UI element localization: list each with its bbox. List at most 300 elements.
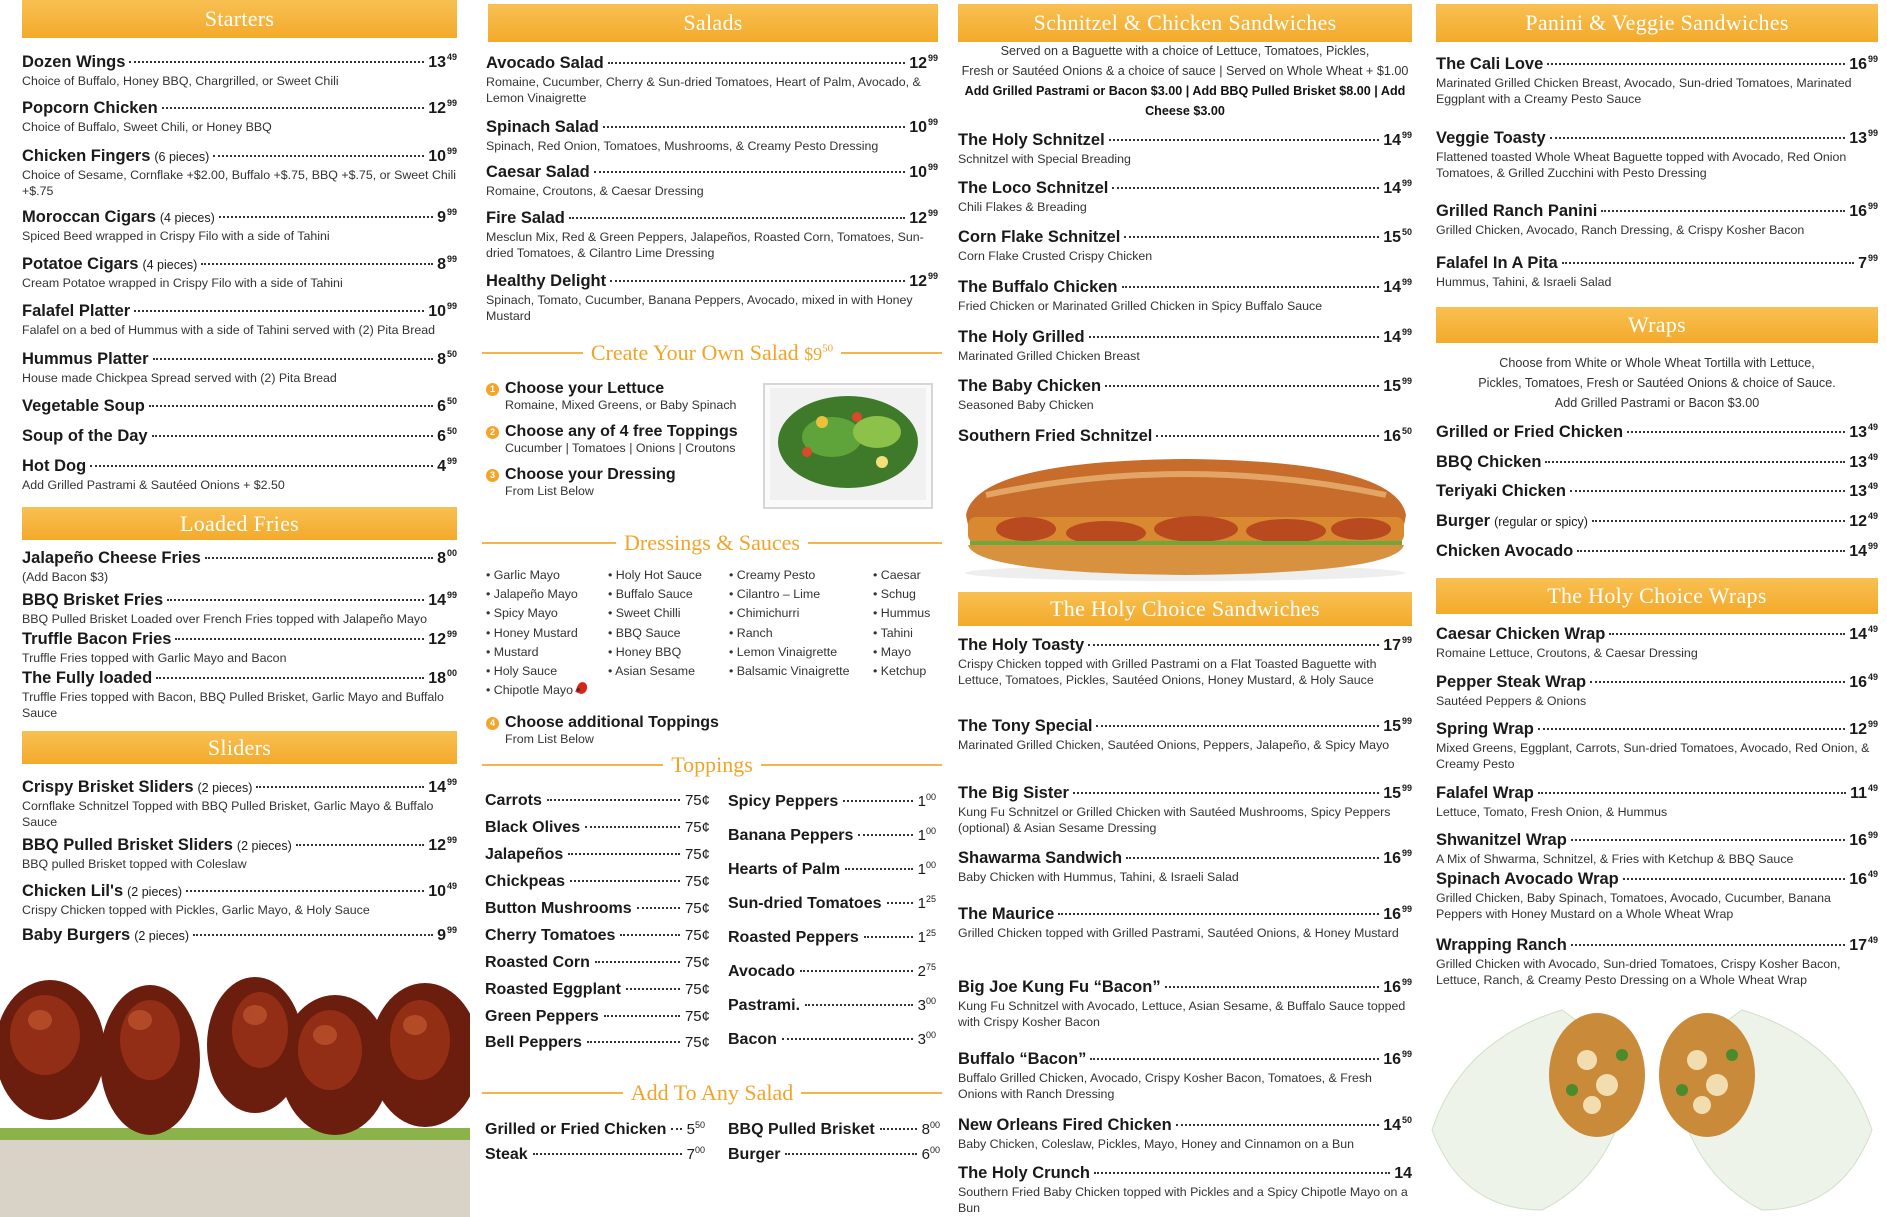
price-value: 75¢ (684, 819, 710, 836)
leader-dots (1623, 878, 1845, 880)
menu-item-price (428, 301, 457, 321)
price-cents: 00 (929, 1145, 940, 1155)
price-dollars: 13 (1849, 130, 1867, 147)
price-cents: 49 (1867, 624, 1878, 634)
menu-item-price (437, 207, 457, 227)
add-salad-price (687, 1145, 705, 1163)
add-salad-price (687, 1120, 705, 1138)
step-title: Choose additional Toppings (505, 714, 719, 731)
topping-row (728, 826, 936, 845)
menu-item-price (1849, 481, 1878, 501)
menu-item (22, 548, 457, 585)
menu-item (1436, 541, 1878, 561)
menu-item-row (1436, 541, 1878, 561)
menu-item-row (1436, 869, 1878, 889)
menu-item-price (1849, 54, 1878, 74)
price-dollars: 8 (437, 550, 446, 567)
topping-price (918, 996, 936, 1014)
price-value: 75¢ (684, 981, 710, 998)
topping-name: Banana Peppers (728, 827, 854, 844)
menu-item-name: The Holy Crunch (958, 1164, 1091, 1182)
leader-dots (671, 1128, 681, 1130)
menu-item-description: Fried Chicken or Marinated Grilled Chicken in Spicy Buffalo Sauce (958, 299, 1323, 313)
price-dollars: 16 (1849, 832, 1867, 849)
schnitzel-banner: Schnitzel & Chicken Sandwiches (958, 4, 1412, 42)
price-cents: 49 (1867, 783, 1878, 793)
leader-dots (1094, 1172, 1390, 1174)
menu-item (486, 271, 938, 324)
price-cents: 99 (446, 98, 457, 108)
topping-row (728, 962, 936, 981)
menu-item-row (1436, 935, 1878, 955)
price-cents: 99 (927, 117, 938, 127)
menu-item (1436, 54, 1878, 107)
price-dollars: 8 (437, 351, 446, 368)
price-value: 75¢ (684, 792, 710, 809)
price-cents: 99 (446, 590, 457, 600)
menu-item-name: Grilled Ranch Panini (1436, 202, 1598, 220)
step-text (505, 466, 676, 498)
sliders-banner: Sliders (22, 731, 457, 764)
menu-item-name: The Cali Love (1436, 55, 1544, 73)
price-dollars: 6 (437, 398, 446, 415)
topping-row (485, 873, 710, 891)
menu-item (958, 848, 1412, 885)
topping-name: Bell Peppers (485, 1034, 582, 1051)
price-dollars: 14 (428, 779, 446, 796)
menu-item-price (1849, 624, 1878, 644)
menu-item-description: Add Grilled Pastrami & Sautéed Onions + $2.50 (22, 478, 285, 492)
menu-item (1436, 719, 1878, 772)
dressing-item: • Ketchup (873, 662, 943, 681)
price-cents: 99 (446, 925, 457, 935)
dressing-item: • Jalapeño Mayo (486, 585, 608, 604)
menu-item-row (1436, 672, 1878, 692)
price-value: 3 (917, 997, 926, 1014)
price-cents: 50 (446, 396, 457, 406)
menu-item-row (22, 777, 457, 797)
topping-name: Roasted Eggplant (485, 981, 622, 998)
dressing-item: • Buffalo Sauce (608, 585, 729, 604)
menu-item-name: The Holy Grilled (958, 328, 1085, 346)
add-salad-price (922, 1120, 940, 1138)
menu-item-name: Falafel Wrap (1436, 784, 1534, 802)
price-cents: 99 (446, 777, 457, 787)
menu-item-price (1383, 227, 1412, 247)
leader-dots (637, 907, 680, 909)
menu-item-price (1383, 277, 1412, 297)
menu-item-description: Spinach, Red Onion, Tomatoes, Mushrooms, & Creamy Pesto Dressing (486, 139, 879, 153)
menu-item (22, 881, 457, 918)
price-cents: 99 (1867, 128, 1878, 138)
price-cents: 99 (1401, 783, 1412, 793)
menu-item-name: Chicken Lil's (22, 882, 124, 900)
chili-pepper-icon (575, 681, 589, 696)
dressing-item: • Caesar (873, 566, 943, 585)
add-salad-row (728, 1145, 940, 1164)
menu-item-description: Romaine, Croutons, & Caesar Dressing (486, 184, 704, 198)
topping-price (685, 792, 710, 809)
menu-item-description: A Mix of Shwarma, Schnitzel, & Fries with Ketchup & BBQ Sauce (1436, 852, 1794, 866)
price-cents: 50 (446, 349, 457, 359)
holy-wraps-banner: The Holy Choice Wraps (1436, 578, 1878, 614)
menu-item-price (1383, 178, 1412, 198)
menu-item-name: Truffle Bacon Fries (22, 630, 172, 648)
topping-price (918, 826, 936, 844)
menu-item (22, 426, 457, 446)
topping-price (918, 962, 936, 980)
topping-row (728, 928, 936, 947)
menu-item-description: Southern Fried Baby Chicken topped with Pickles and a Spicy Chipotle Mayo on a Bun (958, 1185, 1408, 1215)
price-dollars: 13 (1849, 424, 1867, 441)
menu-item-name: Moroccan Cigars (22, 208, 156, 226)
menu-item-name: The Fully loaded (22, 669, 153, 687)
topping-name: Black Olives (485, 819, 581, 836)
menu-item-row (22, 396, 457, 416)
menu-item-name: BBQ Chicken (1436, 453, 1542, 471)
add-salad-row (728, 1120, 940, 1139)
add-salad-name: Grilled or Fried Chicken (485, 1121, 667, 1138)
leader-dots (296, 844, 424, 846)
menu-item-description: Crispy Chicken topped with Pickles, Garlic Mayo, & Holy Sauce (22, 903, 370, 917)
menu-item-row (958, 227, 1412, 247)
price-dollars: 12 (428, 837, 446, 854)
price-cents: 99 (1401, 327, 1412, 337)
dressings-grid (486, 566, 943, 700)
leader-dots (805, 1004, 913, 1006)
dressing-item: • Sweet Chilli (608, 604, 729, 623)
price-dollars: 12 (1849, 513, 1867, 530)
sandwich-photo (956, 455, 1414, 583)
menu-item-name: Healthy Delight (486, 272, 607, 290)
topping-name: Green Peppers (485, 1008, 599, 1025)
column-panini-wraps (1418, 0, 1887, 1217)
menu-item-price (1394, 1165, 1412, 1183)
topping-name: Chickpeas (485, 873, 566, 890)
menu-item-description: Lettuce, Tomato, Fresh Onion, & Hummus (1436, 805, 1668, 819)
price-dollars: 16 (1849, 871, 1867, 888)
menu-item-row (958, 635, 1412, 655)
price-dollars: 15 (1383, 785, 1401, 802)
topping-name: Cherry Tomatoes (485, 927, 616, 944)
leader-dots (167, 599, 424, 601)
leader-dots (604, 1015, 680, 1017)
menu-item (958, 327, 1412, 364)
menu-item-name: Crispy Brisket Sliders (22, 778, 194, 796)
menu-item-price (1849, 719, 1878, 739)
price-dollars: 10 (909, 119, 927, 136)
leader-dots (1571, 944, 1845, 946)
menu-item (958, 277, 1412, 314)
menu-item-description: Seasoned Baby Chicken (958, 398, 1094, 412)
menu-item-row (486, 162, 938, 182)
menu-item (22, 629, 457, 666)
leader-dots (1609, 633, 1845, 635)
menu-item-description: Baby Chicken, Coleslaw, Pickles, Mayo, Honey and Cinnamon on a Bun (958, 1137, 1355, 1151)
price-cents: 99 (1867, 253, 1878, 263)
menu-item-name: Spinach Salad (486, 118, 599, 136)
dressing-item: • Ranch (729, 624, 873, 643)
menu-item-description: Mixed Greens, Eggplant, Carrots, Sun-dried Tomatoes, Avocado, Red Onion, & Creamy Pesto (1436, 741, 1870, 771)
step-description: From List Below (505, 732, 594, 746)
price-cents: 49 (446, 881, 457, 891)
price-value: 75¢ (684, 1034, 710, 1051)
dressing-item: • Chimichurri (729, 604, 873, 623)
leader-dots (175, 638, 424, 640)
menu-item-name: The Buffalo Chicken (958, 278, 1118, 296)
menu-item-price (428, 52, 457, 72)
menu-item (22, 925, 457, 945)
toppings-title: Toppings (482, 752, 942, 778)
price-cents: 99 (1401, 977, 1412, 987)
price-dollars: 14 (1383, 279, 1401, 296)
price-cents: 49 (1867, 481, 1878, 491)
menu-item-description: Hummus, Tahini, & Israeli Salad (1436, 275, 1612, 289)
price-dollars: 9 (437, 927, 446, 944)
menu-item (958, 130, 1412, 167)
price-cents: 50 (1401, 227, 1412, 237)
create-salad-step (486, 714, 719, 746)
price-dollars: 5 (686, 1121, 695, 1138)
menu-item-price (437, 925, 457, 945)
menu-item-name: Shawarma Sandwich (958, 849, 1123, 867)
menu-item-row (958, 716, 1412, 736)
leader-dots (201, 263, 433, 265)
price-cents: 99 (446, 207, 457, 217)
menu-item (958, 426, 1412, 446)
leader-dots (864, 936, 913, 938)
menu-item (22, 349, 457, 386)
topping-row (485, 954, 710, 972)
price-cents: 99 (446, 301, 457, 311)
topping-row (485, 792, 710, 810)
leader-dots (1562, 262, 1854, 264)
price-cents: 49 (1867, 869, 1878, 879)
menu-item-row (958, 178, 1412, 198)
leader-dots (1592, 520, 1845, 522)
panini-banner: Panini & Veggie Sandwiches (1436, 4, 1878, 42)
create-salad-step (486, 423, 738, 455)
price-dollars: 15 (1383, 229, 1401, 246)
add-salad-row (485, 1145, 705, 1164)
topping-price (918, 860, 936, 878)
price-cents: 49 (446, 52, 457, 62)
topping-name: Button Mushrooms (485, 900, 632, 917)
price-dollars: 17 (1849, 937, 1867, 954)
price-cents: 00 (446, 548, 457, 558)
leader-dots (1577, 550, 1845, 552)
leader-dots (1090, 1058, 1379, 1060)
menu-item-price (1383, 426, 1412, 446)
menu-item-name: The Holy Toasty (958, 636, 1085, 654)
menu-item-name: Wrapping Ranch (1436, 936, 1567, 954)
menu-item-row (958, 904, 1412, 924)
menu-item-name: The Baby Chicken (958, 377, 1102, 395)
menu-item-description: Choice of Sesame, Cornflake +$2.00, Buffalo +$.75, BBQ +$.75, or Sweet Chili +$.75 (22, 168, 457, 198)
menu-item-description: Marinated Grilled Chicken Breast (958, 349, 1140, 363)
dressing-item: • Mustard (486, 643, 608, 662)
menu-item-row (22, 629, 457, 649)
topping-price (918, 792, 936, 810)
topping-name: Hearts of Palm (728, 861, 841, 878)
menu-item-description: Corn Flake Crusted Crispy Chicken (958, 249, 1153, 263)
menu-item-price (1383, 716, 1412, 736)
price-value: 1 (917, 793, 926, 810)
price-cents: 99 (1401, 1049, 1412, 1059)
menu-item-price (1858, 253, 1878, 273)
menu-item-quantity: (2 pieces) (236, 839, 292, 853)
menu-item-price (1849, 869, 1878, 889)
menu-item-price (437, 548, 457, 568)
step-text (505, 423, 738, 455)
menu-item (1436, 830, 1878, 867)
menu-item-name: BBQ Brisket Fries (22, 591, 164, 609)
price-value: 75¢ (684, 873, 710, 890)
menu-item (22, 52, 457, 89)
menu-item (22, 254, 457, 291)
menu-item-price (437, 456, 457, 476)
price-dollars: 14 (1849, 626, 1867, 643)
price-cents: 00 (925, 826, 936, 836)
price-cents: 00 (446, 668, 457, 678)
menu-item-row (22, 254, 457, 274)
price-dollars: 12 (909, 55, 927, 72)
price-cents: 99 (927, 271, 938, 281)
chicken-wings-photo (0, 950, 470, 1217)
price-dollars: 7 (1858, 255, 1867, 272)
menu-item-row (1436, 783, 1878, 803)
menu-item-price (1849, 672, 1878, 692)
menu-item-name: Fire Salad (486, 209, 565, 227)
menu-item (958, 635, 1412, 688)
menu-item-price (1383, 904, 1412, 924)
price-dollars: 6 (921, 1146, 930, 1163)
price-cents: 99 (1401, 130, 1412, 140)
menu-item-description: Grilled Chicken with Avocado, Sun-dried Tomatoes, Crispy Kosher Bacon, Lettuce, Ranch, & Creamy Pesto Dressing on a Whole Wheat Wrap (1436, 957, 1841, 987)
menu-item-row (22, 835, 457, 855)
menu-item-description: Sautéed Peppers & Onions (1436, 694, 1587, 708)
menu-item-quantity: (4 pieces) (159, 211, 215, 225)
step-description: Cucumber | Tomatoes | Onions | Croutons (505, 441, 736, 455)
topping-name: Carrots (485, 792, 542, 809)
leader-dots (845, 868, 913, 870)
menu-item (1436, 201, 1878, 238)
menu-item-name: Spring Wrap (1436, 720, 1534, 738)
menu-item (958, 178, 1412, 215)
menu-item-row (958, 1049, 1412, 1069)
menu-item (1436, 869, 1878, 922)
menu-item-name: Potatoe Cigars (22, 255, 139, 273)
price-dollars: 4 (437, 458, 446, 475)
column-schnitzel (948, 0, 1418, 1217)
price-value: 3 (917, 1031, 926, 1048)
price-cents: 50 (1401, 1115, 1412, 1125)
menu-item-name: The Big Sister (958, 784, 1069, 802)
topping-row (728, 996, 936, 1015)
price-dollars: 14 (1383, 1117, 1401, 1134)
price-cents: 99 (1401, 178, 1412, 188)
leader-dots (1126, 857, 1379, 859)
topping-name: Jalapeños (485, 846, 564, 863)
step-title: Choose your Lettuce (505, 380, 665, 397)
dressing-item: • Chipotle Mayo• (486, 681, 608, 700)
menu-item-price (1383, 977, 1412, 997)
topping-price (685, 819, 710, 836)
leader-dots (1105, 385, 1379, 387)
dressing-item: • Mayo (873, 643, 943, 662)
step-number-icon: 4 (486, 717, 499, 730)
menu-item-name: Baby Burgers (22, 926, 131, 944)
menu-item (22, 301, 457, 338)
price-dollars: 16 (1849, 56, 1867, 73)
add-salad-row (485, 1120, 705, 1139)
price-dollars: 14 (1849, 543, 1867, 560)
menu-item-price (428, 881, 457, 901)
menu-item-price (1383, 783, 1412, 803)
price-cents: 00 (925, 1030, 936, 1040)
leader-dots (1096, 725, 1379, 727)
menu-item-name: Grilled or Fried Chicken (1436, 423, 1624, 441)
price-cents: 99 (1401, 904, 1412, 914)
price-value: 75¢ (684, 927, 710, 944)
leader-dots (156, 677, 424, 679)
step-text (505, 380, 736, 412)
menu-item-row (958, 1115, 1412, 1135)
menu-item-description: Truffle Fries topped with Bacon, BBQ Pulled Brisket, Garlic Mayo and Buffalo Sauce (22, 690, 444, 720)
price-value: 75¢ (684, 846, 710, 863)
menu-item (958, 376, 1412, 413)
menu-item-description: Romaine Lettuce, Croutons, & Caesar Dressing (1436, 646, 1698, 660)
price-cents: 99 (446, 629, 457, 639)
topping-price (685, 900, 710, 917)
menu-item-description: Grilled Chicken, Baby Spinach, Tomatoes, Avocado, Cucumber, Banana Peppers with Honey Mustard on a Whole Wheat Wrap (1436, 891, 1831, 921)
topping-row (728, 1030, 936, 1049)
menu-item-price (1849, 422, 1878, 442)
holy-sandwiches-banner: The Holy Choice Sandwiches (958, 592, 1412, 626)
leader-dots (149, 405, 433, 407)
menu-item-description: Spinach, Tomato, Cucumber, Banana Peppers, Avocado, mixed in with Honey Mustard (486, 293, 913, 323)
menu-item-description: Buffalo Grilled Chicken, Avocado, Crispy Kosher Bacon, Tomatoes, & Fresh Onions with Ranch Dressing (958, 1071, 1372, 1101)
leader-dots (782, 1038, 913, 1040)
topping-name: Roasted Corn (485, 954, 590, 971)
menu-item-price (1849, 830, 1878, 850)
menu-item-row (22, 146, 457, 166)
menu-item-row (958, 1164, 1412, 1183)
menu-item-row (958, 277, 1412, 297)
leader-dots (569, 217, 905, 219)
price-cents: 99 (927, 208, 938, 218)
menu-item-price (437, 396, 457, 416)
leader-dots (1088, 644, 1379, 646)
menu-item-name: Chicken Avocado (1436, 542, 1574, 560)
starters-banner: Starters (22, 0, 457, 38)
menu-item-name: Caesar Salad (486, 163, 590, 181)
menu-item-row (22, 98, 457, 118)
leader-dots (1545, 461, 1845, 463)
add-salad-price (922, 1145, 940, 1163)
leader-dots (1176, 1124, 1380, 1126)
loaded-fries-banner: Loaded Fries (22, 507, 457, 540)
topping-name: Sun-dried Tomatoes (728, 895, 882, 912)
price-dollars: 13 (1849, 483, 1867, 500)
leader-dots (162, 107, 424, 109)
price-dollars: 11 (1850, 785, 1867, 802)
menu-item-quantity: (regular or spicy) (1494, 515, 1588, 529)
menu-item-price (428, 98, 457, 118)
menu-item-row (958, 327, 1412, 347)
price-dollars: 13 (428, 54, 446, 71)
dressing-item: • Garlic Mayo (486, 566, 608, 585)
